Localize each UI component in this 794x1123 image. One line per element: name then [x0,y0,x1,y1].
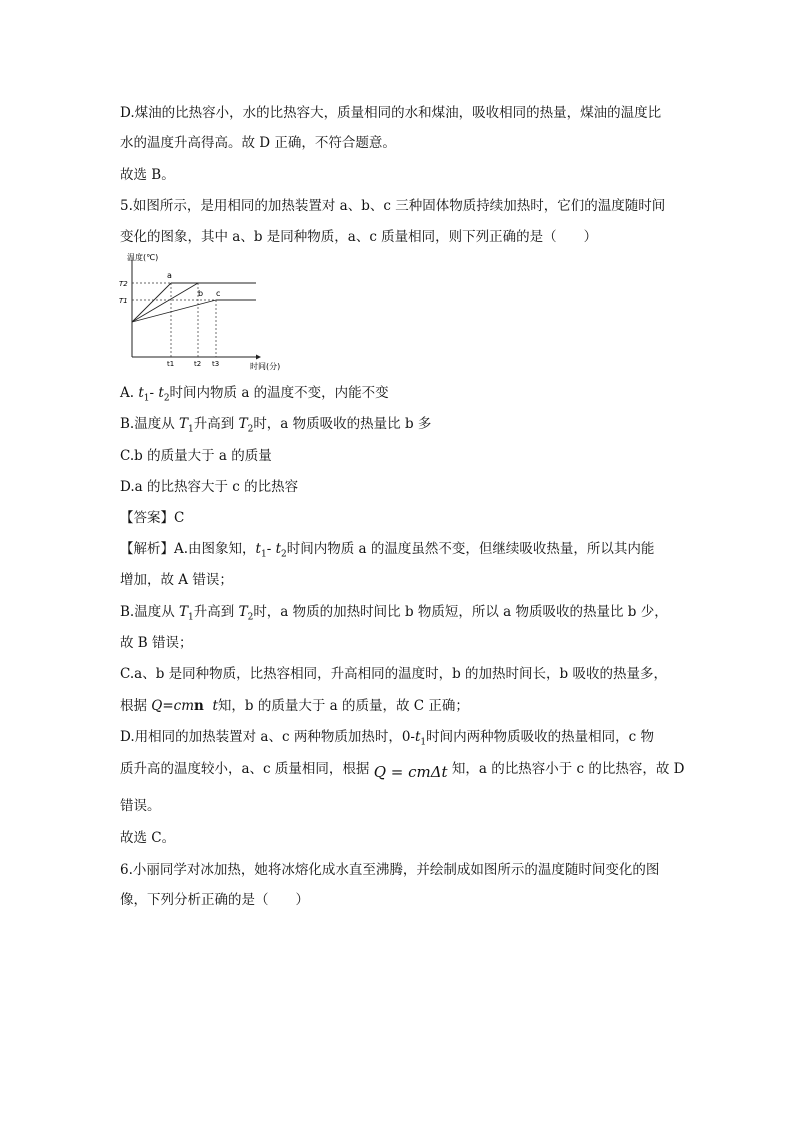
x-axis-arrow [256,355,261,360]
explanation-line: 【解析】A.由图象知，$t_1-$ $t_2$时间内物质 a 的温度虽然不变，但继续吸收热量，所以其内能 [120,541,655,560]
explanation-line: B.温度从 $T_1$升高到 $T_2$时，a 物质的加热时间比 b 物质短，所以 a 物质吸收的热量比 b 少， [120,604,668,623]
text-line: 变化的图象，其中 a、b 是同种物质，a、c 质量相同，则下列正确的是（ ） [120,229,598,245]
explanation-line: 质升高的温度较小，a、c 质量相同，根据 Q = cmΔt 知，a 的比热容小于 c 的比热容，故 D [120,761,685,781]
explanation-line: 增加，故 A 错误； [120,572,233,588]
series-c-label: c [216,289,221,298]
text-line: 故选 B。 [120,167,175,183]
text-line: 水的温度升高得高。故 D 正确，不符合题意。 [120,135,396,151]
temperature-time-chart [118,250,298,375]
explanation-line: C.a、b 是同种物质，比热容相同，升高相同的温度时，b 的加热时间长，b 吸收的热量多， [120,666,667,682]
formula: Q = cmΔt [373,763,448,781]
question-5: 5.如图所示，是用相同的加热装置对 a、b、c 三种固体物质持续加热时，它们的温度随时间 [120,198,666,214]
text-line: 像，下列分析正确的是（ ） [120,892,309,908]
explanation-line: 错误。 [120,798,161,814]
series-c-line [132,300,216,322]
tick-t3: t3 [212,360,220,368]
series-b-label: b [198,289,204,298]
explanation-line: 根据 Q=cmn t知，b 的质量大于 a 的质量，故 C 正确； [120,698,469,714]
text-line: D.煤油的比热容小，水的比热容大，质量相同的水和煤油，吸收相同的热量，煤油的温度比 [120,105,662,121]
explanation-line: 故 B 错误； [120,635,193,651]
y-axis-label: 温度(℃) [127,253,159,262]
series-a-label: a [167,271,172,280]
option-d: D.a 的比热容大于 c 的比热容 [120,479,299,495]
option-b: B.温度从 $T_1$升高到 $T_2$时，a 物质吸收的热量比 b 多 [120,416,432,435]
tick-T1: T1 [119,297,128,305]
option-a: A. $t_1-$ $t_2$时间内物质 a 的温度不变，内能不变 [120,385,389,404]
explanation-line: D.用相同的加热装置对 a、c 两种物质加热时，$0-t_1$时间内两种物质吸收的热量相同，c 物 [120,729,655,748]
option-c: C.b 的质量大于 a 的质量 [120,448,272,464]
x-axis-label: 时间(分) [250,362,281,371]
tick-T2: T2 [119,280,128,288]
answer: 【答案】C [120,510,185,526]
text-line: 故选 C。 [120,830,176,846]
tick-t1: t1 [167,360,175,368]
question-6: 6.小丽同学对冰加热，她将冰熔化成水直至沸腾，并绘制成如图所示的温度随时间变化的图 [120,862,660,878]
tick-t2: t2 [194,360,202,368]
